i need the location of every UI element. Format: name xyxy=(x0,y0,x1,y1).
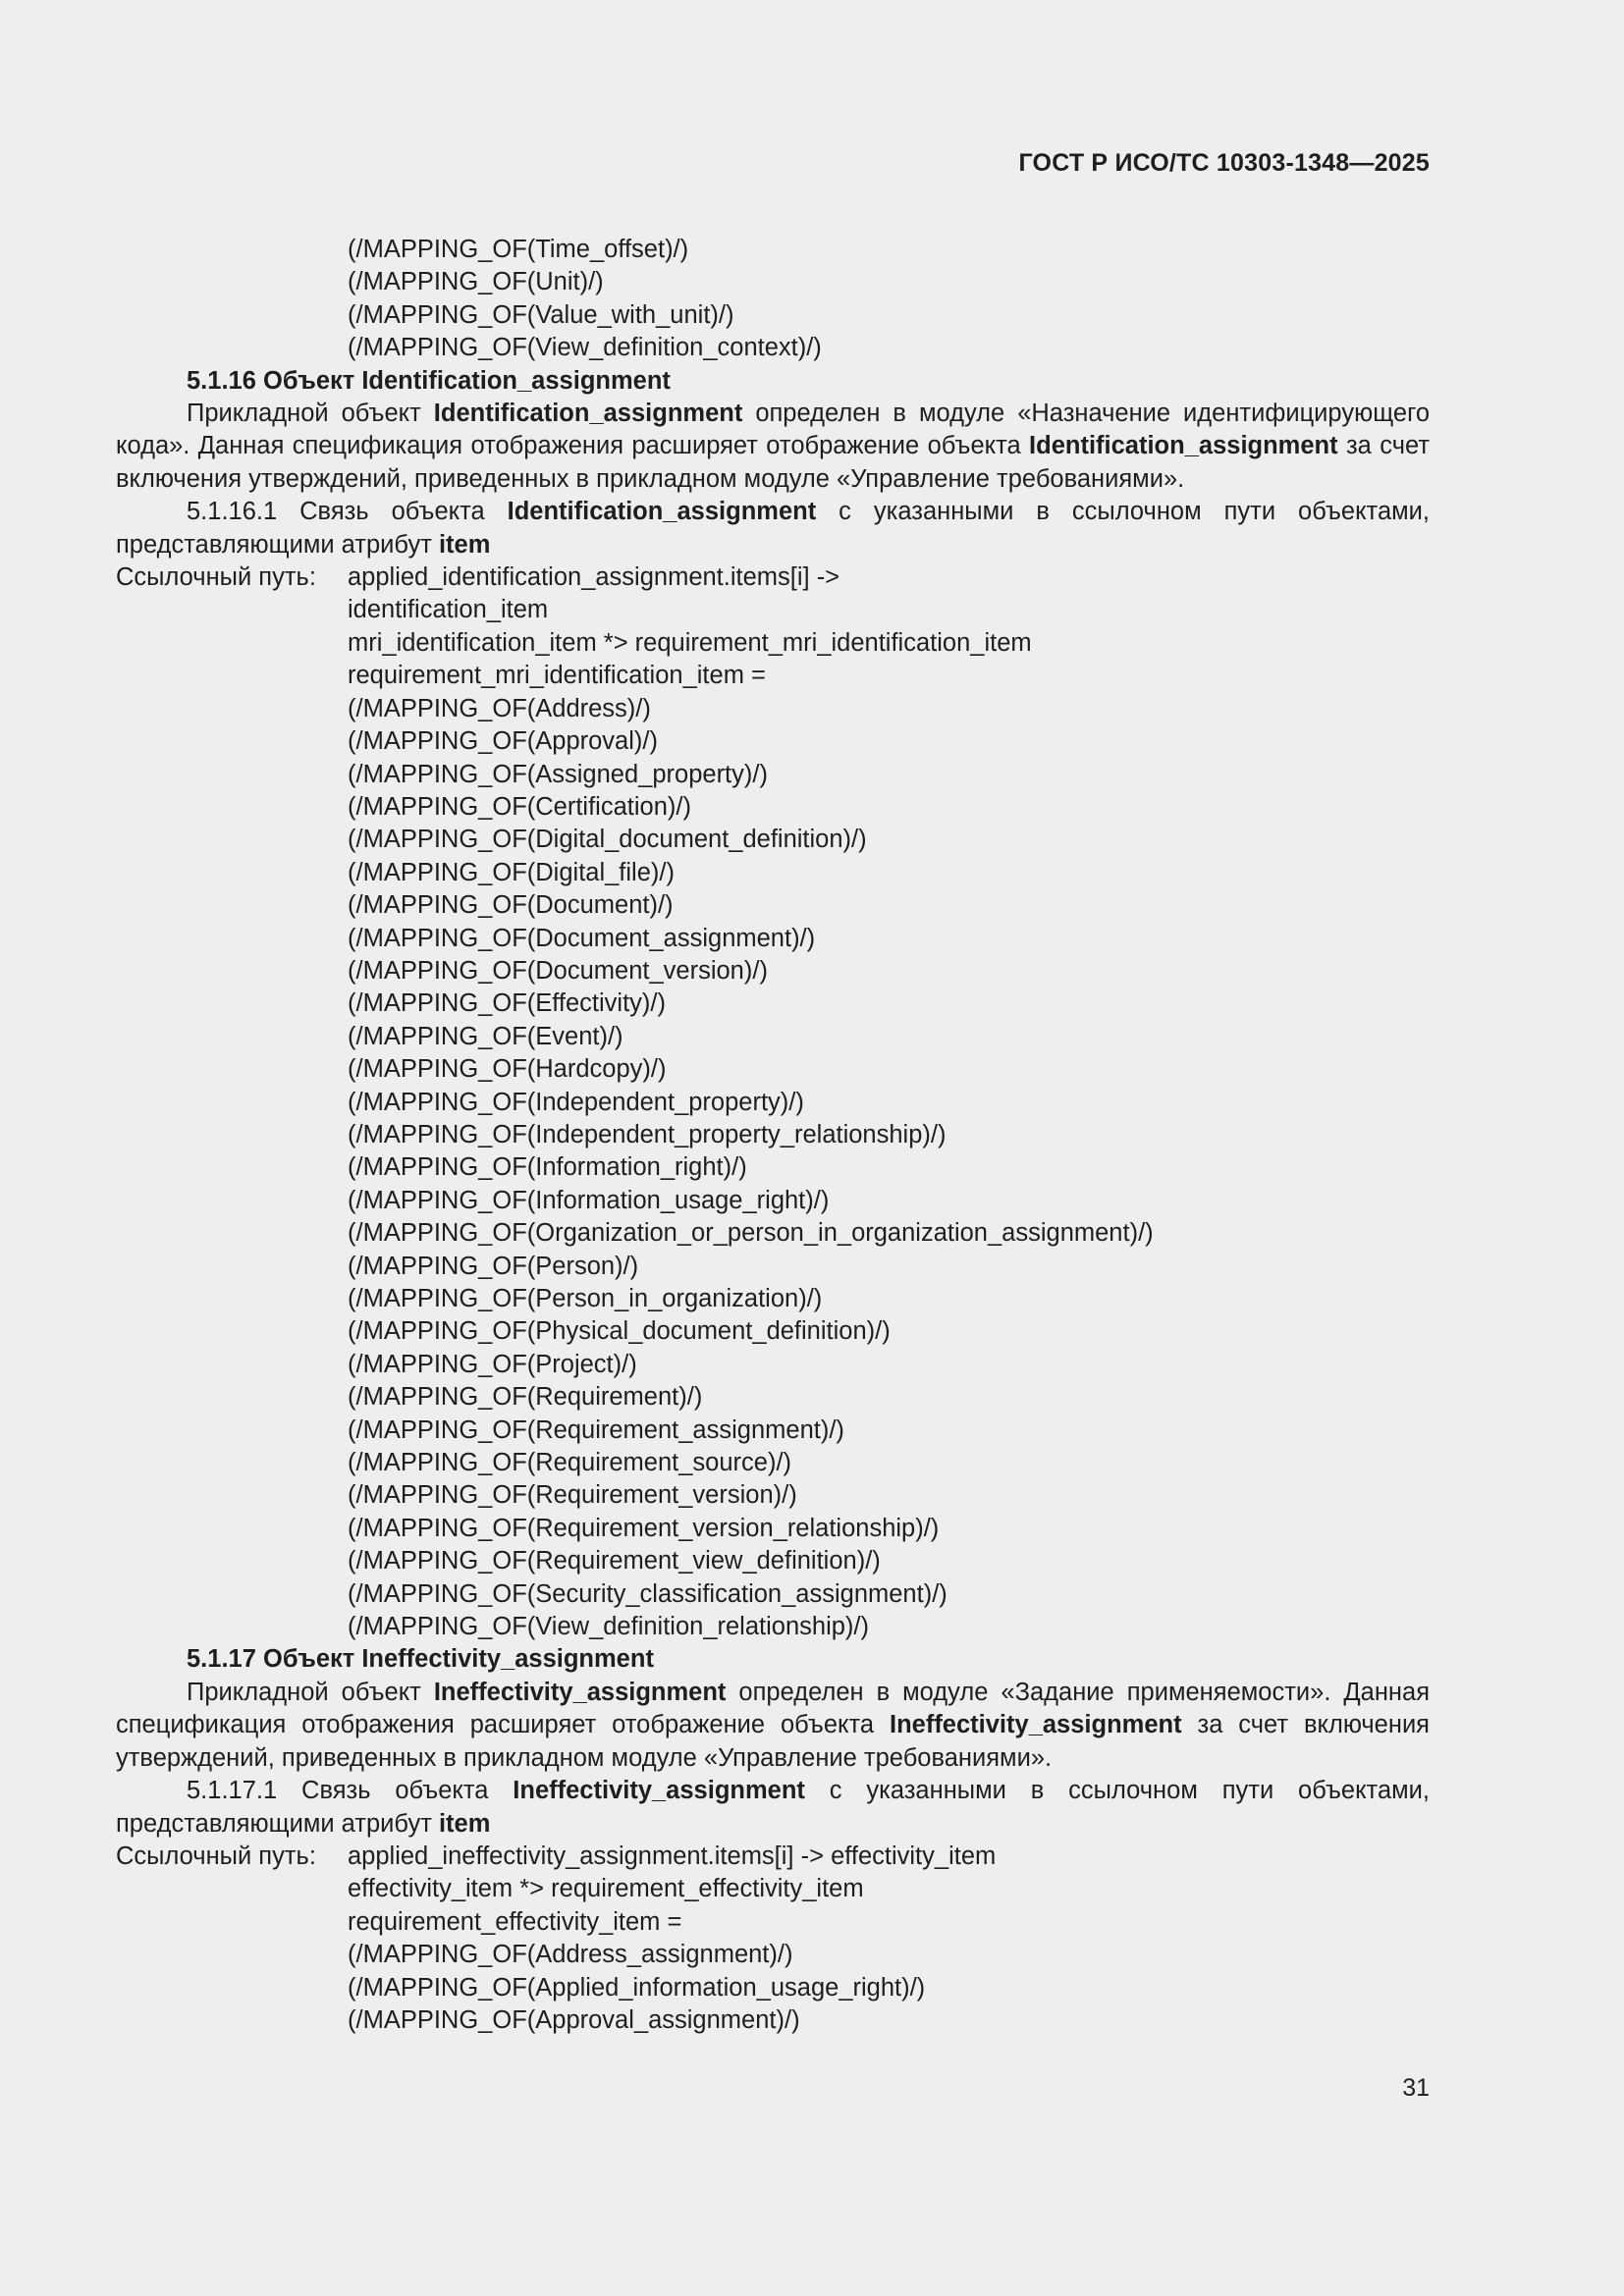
reference-path-label: Ссылочный путь: xyxy=(116,1842,316,1870)
mapping-line: (/MAPPING_OF(Certification)/) xyxy=(348,792,691,821)
mapping-line: (/MAPPING_OF(Applied_information_usage_right)/) xyxy=(348,1973,926,2002)
reference-path-lines xyxy=(116,1873,1430,2037)
mapping-line: (/MAPPING_OF(Time_offset)/) xyxy=(348,236,689,263)
mapping-line: (/MAPPING_OF(Approval_assignment)/) xyxy=(348,2005,800,2034)
mapping-line: (/MAPPING_OF(Document_version)/) xyxy=(348,956,768,985)
section-heading-5-1-17: 5.1.17 Объект Ineffectivity_assignment xyxy=(187,1645,654,1674)
page-number: 31 xyxy=(1402,2074,1430,2102)
mapping-line: (/MAPPING_OF(Organization_or_person_in_organization_assignment)/) xyxy=(348,1219,1154,1248)
mapping-line: (/MAPPING_OF(Address)/) xyxy=(348,694,651,722)
mapping-line: (/MAPPING_OF(Unit)/) xyxy=(348,268,604,296)
paragraph-ineffectivity-assignment: Прикладной объект Ineffectivity_assignment определен в модуле «Задание применяемости». Данная спецификация отображения расширяет отображение объекта Ineffectivity_assignment за счет включения утверждений, приведенных в прикладном модуле «Управление требованиями». xyxy=(116,1678,1431,1772)
standard-designation: ГОСТ Р ИСО/ТС 10303-1348—2025 xyxy=(1018,149,1430,177)
reference-path-first-line: applied_ineffectivity_assignment.items[i] -> effectivity_item xyxy=(348,1842,997,1870)
reference-path-label: Ссылочный путь: xyxy=(116,563,316,592)
mapping-line: (/MAPPING_OF(Security_classification_assignment)/) xyxy=(348,1579,947,1608)
mapping-line: (/MAPPING_OF(Physical_document_definition)/) xyxy=(348,1317,891,1346)
mapping-line: (/MAPPING_OF(Effectivity)/) xyxy=(348,989,666,1018)
mapping-line: identification_item xyxy=(348,596,549,624)
mapping-line: (/MAPPING_OF(Person_in_organization)/) xyxy=(348,1285,823,1312)
mapping-line: (/MAPPING_OF(View_definition_relationship)/) xyxy=(348,1613,869,1641)
mapping-line: (/MAPPING_OF(Assigned_property)/) xyxy=(348,760,768,788)
reference-path-lines xyxy=(116,594,1430,1643)
reference-path-first-line: applied_identification_assignment.items[i] -> xyxy=(348,563,840,592)
mapping-line: (/MAPPING_OF(Requirement_assignment)/) xyxy=(348,1415,844,1444)
mapping-line: mri_identification_item *> requirement_mri_identification_item xyxy=(348,628,1032,657)
mapping-line: (/MAPPING_OF(Hardcopy)/) xyxy=(348,1055,667,1084)
mapping-line: (/MAPPING_OF(Digital_document_definition)/) xyxy=(348,826,867,854)
mapping-line: requirement_effectivity_item = xyxy=(348,1907,682,1936)
mapping-line: (/MAPPING_OF(Requirement_version)/) xyxy=(348,1481,797,1510)
page-content xyxy=(116,234,1430,2037)
mapping-line: (/MAPPING_OF(Project)/) xyxy=(348,1350,637,1378)
mapping-line: (/MAPPING_OF(Requirement_version_relationship)/) xyxy=(348,1514,940,1542)
mapping-line: (/MAPPING_OF(Requirement)/) xyxy=(348,1383,703,1412)
paragraph-identification-assignment: Прикладной объект Identification_assignment определен в модуле «Назначение идентифицирующего кода». Данная спецификация отображения расширяет отображение объекта Identification_assignment за счет включения утверждений, приведенных в прикладном модуле «Управление требованиями». xyxy=(116,400,1430,493)
mapping-line: (/MAPPING_OF(Person)/) xyxy=(348,1252,639,1280)
mapping-line: (/MAPPING_OF(Value_with_unit)/) xyxy=(348,300,734,329)
subsection-5-1-16-1: 5.1.16.1 Связь объекта Identification_assignment с указанными в ссылочном пути объектами, представляющими атрибут item xyxy=(116,498,1430,559)
mapping-line: (/MAPPING_OF(Document)/) xyxy=(348,891,674,920)
mapping-line: (/MAPPING_OF(Information_usage_right)/) xyxy=(348,1186,830,1214)
mapping-line: (/MAPPING_OF(Event)/) xyxy=(348,1022,623,1050)
reference-path-row xyxy=(116,1841,1430,1873)
mapping-line: effectivity_item *> requirement_effectivity_item xyxy=(348,1875,864,1903)
mapping-line: (/MAPPING_OF(Information_right)/) xyxy=(348,1153,747,1182)
reference-path-row xyxy=(116,561,1430,594)
mapping-line: (/MAPPING_OF(Requirement_source)/) xyxy=(348,1449,792,1477)
subsection-5-1-17-1: 5.1.17.1 Связь объекта Ineffectivity_assignment с указанными в ссылочном пути объектами, представляющими атрибут item xyxy=(116,1777,1430,1838)
mapping-line: (/MAPPING_OF(Address_assignment)/) xyxy=(348,1941,793,1969)
mapping-line: (/MAPPING_OF(Approval)/) xyxy=(348,727,658,756)
section-heading-5-1-16: 5.1.16 Объект Identification_assignment xyxy=(187,366,671,395)
mapping-line: (/MAPPING_OF(Document_assignment)/) xyxy=(348,924,816,952)
mapping-line: (/MAPPING_OF(Digital_file)/) xyxy=(348,858,675,886)
mapping-line: (/MAPPING_OF(View_definition_context)/) xyxy=(348,334,822,362)
mapping-line: requirement_mri_identification_item = xyxy=(348,662,766,690)
mapping-list-continued xyxy=(116,234,1430,365)
mapping-line: (/MAPPING_OF(Independent_property_relationship)/) xyxy=(348,1120,947,1148)
mapping-line: (/MAPPING_OF(Requirement_view_definition)/) xyxy=(348,1547,881,1575)
mapping-line: (/MAPPING_OF(Independent_property)/) xyxy=(348,1088,804,1116)
